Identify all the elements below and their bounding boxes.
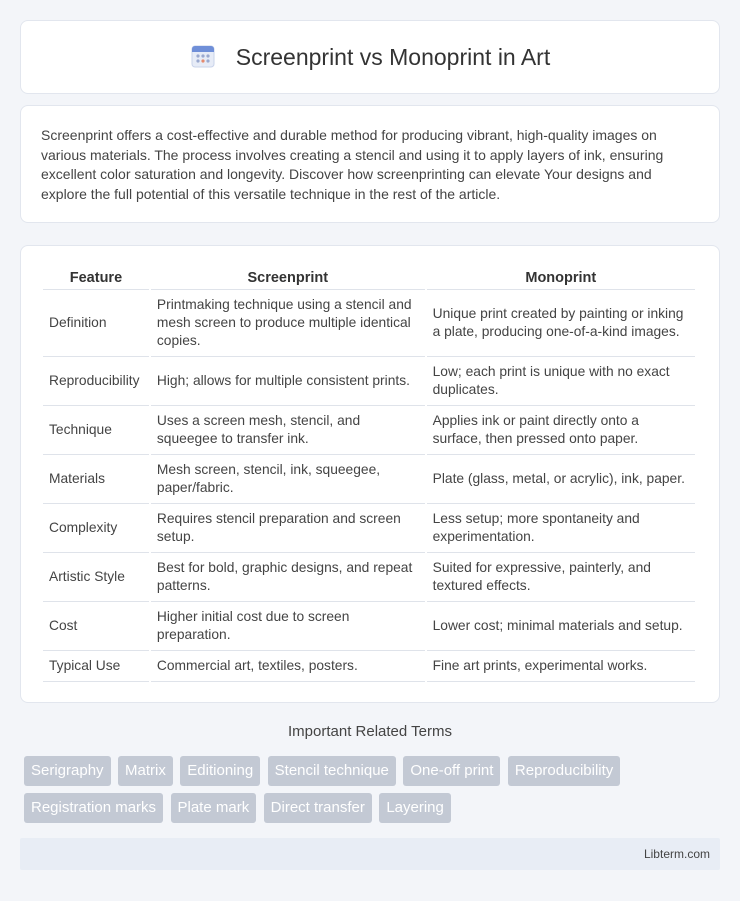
tag-direct-transfer[interactable]: Direct transfer (264, 793, 372, 823)
table-row (43, 357, 695, 406)
table-row (43, 290, 695, 357)
header-feature: Feature (43, 266, 149, 290)
feature-cell: Complexity (43, 504, 149, 553)
monoprint-cell: Applies ink or paint directly onto a surface, then pressed onto paper. (427, 406, 695, 455)
screenprint-cell: Higher initial cost due to screen preparation. (151, 602, 425, 651)
monoprint-cell: Fine art prints, experimental works. (427, 651, 695, 682)
monoprint-cell: Unique print created by painting or inking a plate, producing one-of-a-kind images. (427, 290, 695, 357)
feature-cell: Reproducibility (43, 357, 149, 406)
title-card (20, 20, 720, 94)
feature-cell: Materials (43, 455, 149, 504)
related-terms-title: Important Related Terms (288, 723, 452, 740)
screenprint-cell: Printmaking technique using a stencil and mesh screen to produce multiple identical copies. (151, 290, 425, 357)
tag-reproducibility[interactable]: Reproducibility (508, 756, 620, 786)
screenprint-cell: Commercial art, textiles, posters. (151, 651, 425, 682)
table-header-row (43, 266, 695, 290)
footer-brand-link[interactable]: Libterm.com (643, 847, 710, 861)
comparison-table (41, 266, 697, 682)
footer (20, 838, 720, 870)
screenprint-cell: High; allows for multiple consistent prints. (151, 357, 425, 406)
tag-registration-marks[interactable]: Registration marks (24, 793, 163, 823)
screenprint-cell: Uses a screen mesh, stencil, and squeegee to transfer ink. (151, 406, 425, 455)
table-row (43, 504, 695, 553)
tag-layering[interactable]: Layering (379, 793, 451, 823)
table-row (43, 455, 695, 504)
calendar-grid-icon (190, 43, 216, 69)
monoprint-cell: Low; each print is unique with no exact duplicates. (427, 357, 695, 406)
screenprint-cell: Best for bold, graphic designs, and repeat patterns. (151, 553, 425, 602)
table-row (43, 602, 695, 651)
tag-matrix[interactable]: Matrix (118, 756, 173, 786)
table-row (43, 651, 695, 682)
related-terms-list (24, 756, 724, 830)
header-monoprint: Monoprint (427, 266, 695, 290)
intro-card (20, 105, 720, 223)
intro-paragraph: Screenprint offers a cost-effective and durable method for producing vibrant, high-quality images on various materials. The process involves creating a stencil and using it to apply layers of ink, ensuring excellent color saturation and longevity. Discover how screenprinting can elevate Your designs and explore the full potential of this versatile technique in the rest of the article. (41, 127, 664, 202)
tag-serigraphy[interactable]: Serigraphy (24, 756, 111, 786)
feature-cell: Definition (43, 290, 149, 357)
monoprint-cell: Lower cost; minimal materials and setup. (427, 602, 695, 651)
tag-plate-mark[interactable]: Plate mark (171, 793, 257, 823)
screenprint-cell: Requires stencil preparation and screen setup. (151, 504, 425, 553)
feature-cell: Cost (43, 602, 149, 651)
monoprint-cell: Suited for expressive, painterly, and textured effects. (427, 553, 695, 602)
tag-one-off-print[interactable]: One-off print (403, 756, 500, 786)
monoprint-cell: Plate (glass, metal, or acrylic), ink, paper. (427, 455, 695, 504)
table-row (43, 553, 695, 602)
header-screenprint: Screenprint (151, 266, 425, 290)
comparison-card (20, 245, 720, 703)
tag-editioning[interactable]: Editioning (180, 756, 260, 786)
page-title: Screenprint vs Monoprint in Art (235, 43, 551, 70)
feature-cell: Artistic Style (43, 553, 149, 602)
tag-stencil-technique[interactable]: Stencil technique (268, 756, 396, 786)
monoprint-cell: Less setup; more spontaneity and experimentation. (427, 504, 695, 553)
table-row (43, 406, 695, 455)
screenprint-cell: Mesh screen, stencil, ink, squeegee, paper/fabric. (151, 455, 425, 504)
feature-cell: Technique (43, 406, 149, 455)
feature-cell: Typical Use (43, 651, 149, 682)
